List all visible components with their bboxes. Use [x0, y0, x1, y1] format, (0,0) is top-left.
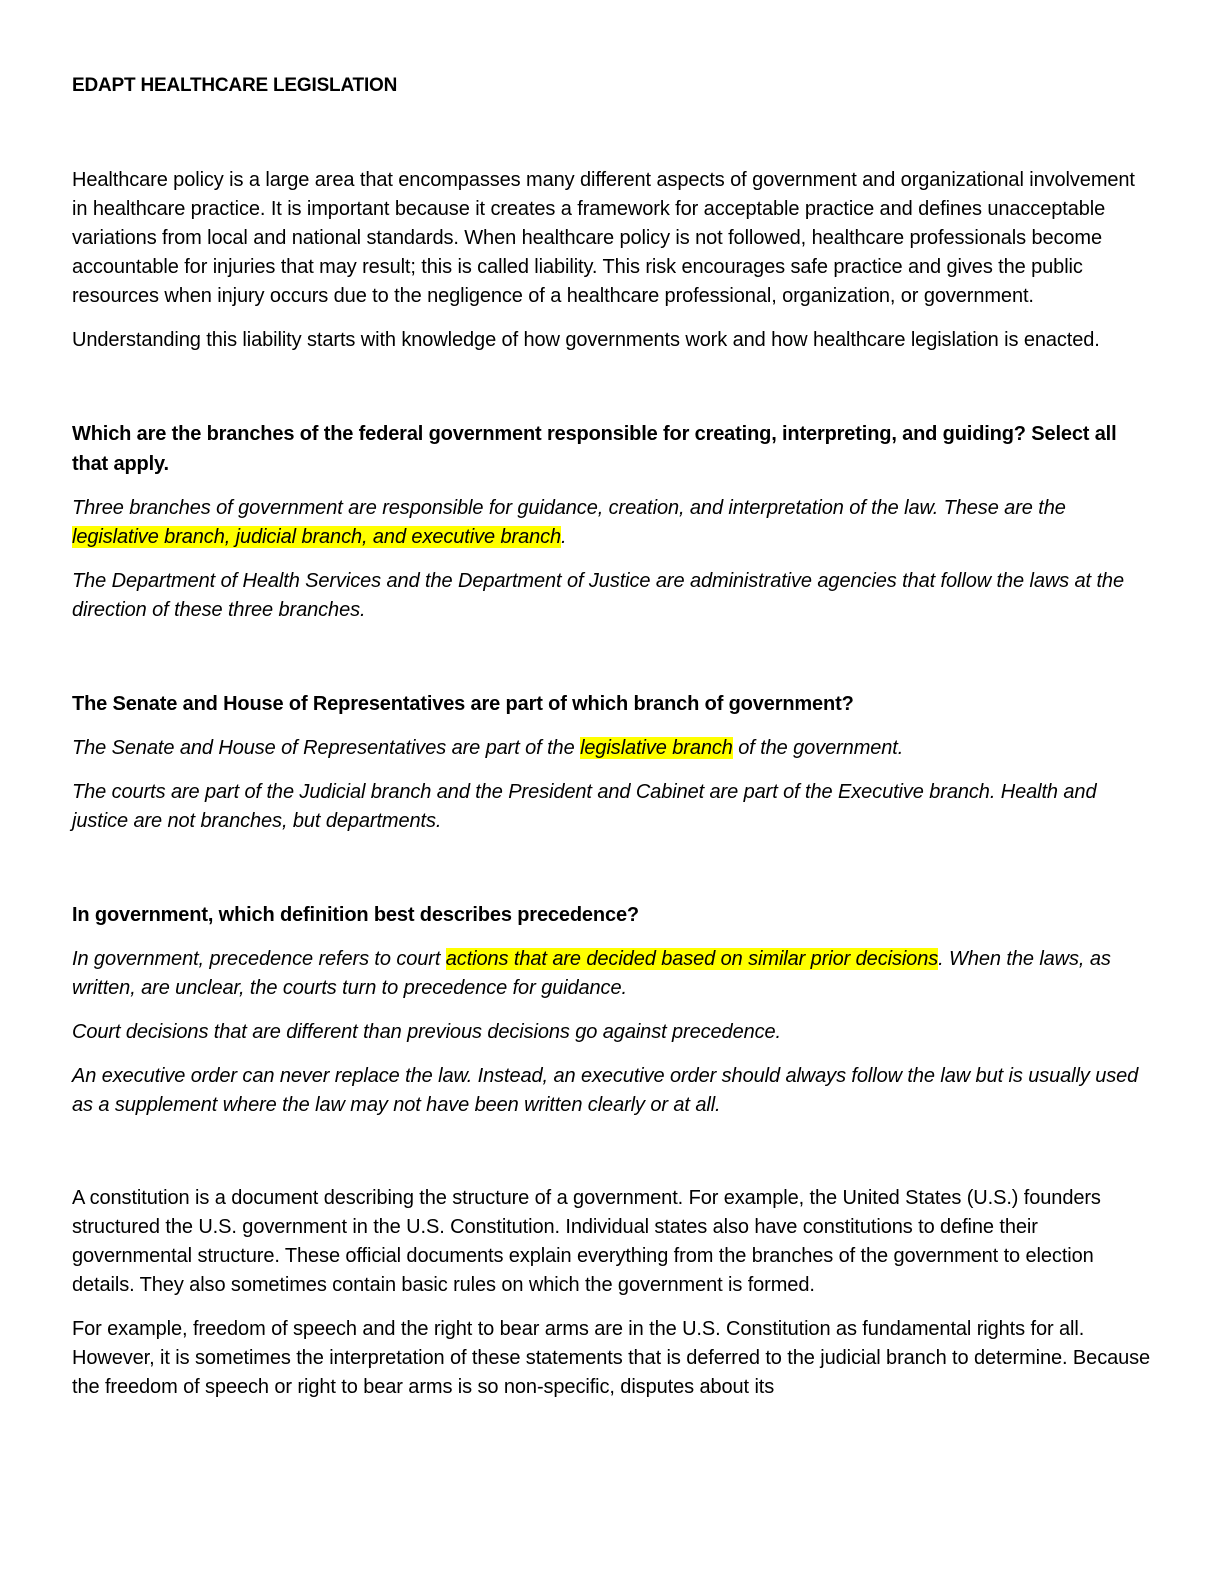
spacer — [72, 930, 1152, 945]
spacer — [72, 355, 1152, 419]
q3-answer-1-end: . When the laws, as written, are unclear, the courts turn to precedence for guidance. — [72, 948, 1111, 999]
document-page — [72, 72, 1152, 1402]
q2-answer-highlight: legislative branch — [580, 737, 733, 759]
q1-answer-1 — [72, 494, 1152, 552]
q1-answer-2: The Department of Health Services and the Department of Justice are administrative agencies that follow the laws at the direction of these three branches. — [72, 570, 1124, 621]
spacer — [72, 479, 1152, 494]
q3-answer-highlight: actions that are decided based on similar prior decisions — [445, 948, 939, 970]
document-title: EDAPT HEALTHCARE LEGISLATION — [72, 75, 398, 96]
constitution-paragraph-1: A constitution is a document describing the structure of a government. For example, the United States (U.S.) founders structured the U.S. government in the U.S. Constitution. Individual states also have constitutions to define their governmental structure. These official documents explain everything from the branches of the government to election details. They also sometimes contain basic rules on which the government is formed. — [72, 1187, 1101, 1296]
q3-answer-2: Court decisions that are different than previous decisions go against precedence. — [72, 1021, 782, 1043]
spacer — [72, 100, 1152, 166]
intro-paragraph-1: Healthcare policy is a large area that encompasses many different aspects of government and organizational involvement in healthcare practice. It is important because it creates a framework for acceptable practice and defines unacceptable variations from local and national standards. When healthcare policy is not followed, healthcare professionals become accountable for injuries that may result; this is called liability. This risk encourages safe practice and gives the public resources when injury occurs due to the negligence of a healthcare professional, organization, or government. — [72, 169, 1135, 307]
spacer — [72, 1047, 1152, 1062]
spacer — [72, 1300, 1152, 1315]
intro-paragraph-2: Understanding this liability starts with knowledge of how governments work and how healthcare legislation is enacted. — [72, 329, 1100, 351]
q1-answer-1-end: . — [561, 526, 567, 548]
q3-answer-1-text: In government, precedence refers to court — [72, 948, 446, 970]
q2-answer-1-text: The Senate and House of Representatives are part of the — [72, 737, 581, 759]
spacer — [72, 719, 1152, 734]
spacer — [72, 1120, 1152, 1184]
spacer — [72, 1003, 1152, 1018]
q2-answer-1-end: of the government. — [732, 737, 904, 759]
spacer — [72, 311, 1152, 326]
spacer — [72, 552, 1152, 567]
q2-answer-1 — [72, 734, 1152, 763]
q2-answer-2: The courts are part of the Judicial branch and the President and Cabinet are part of the Executive branch. Health and justice are not branches, but departments. — [72, 781, 1097, 832]
constitution-paragraph-2: For example, freedom of speech and the right to bear arms are in the U.S. Constitution as fundamental rights for all. However, it is sometimes the interpretation of these statements that is deferred to the judicial branch to determine. Because the freedom of speech or right to bear arms is so non-specific, disputes about its — [72, 1318, 1151, 1398]
q1-answer-highlight: legislative branch, judicial branch, and executive branch — [72, 526, 562, 548]
q3-answer-1 — [72, 945, 1152, 1003]
question-3: In government, which definition best describes precedence? — [72, 904, 639, 926]
q1-answer-1-text: Three branches of government are responsible for guidance, creation, and interpretation of the law. These are the — [72, 497, 1066, 519]
spacer — [72, 836, 1152, 900]
q3-answer-3: An executive order can never replace the law. Instead, an executive order should always follow the law but is usually used as a supplement where the law may not have been written clearly or at all. — [72, 1065, 1139, 1116]
question-1: Which are the branches of the federal government responsible for creating, interpreting, and guiding? Select all that apply. — [72, 423, 1117, 475]
spacer — [72, 625, 1152, 689]
question-2: The Senate and House of Representatives are part of which branch of government? — [72, 693, 854, 715]
spacer — [72, 763, 1152, 778]
